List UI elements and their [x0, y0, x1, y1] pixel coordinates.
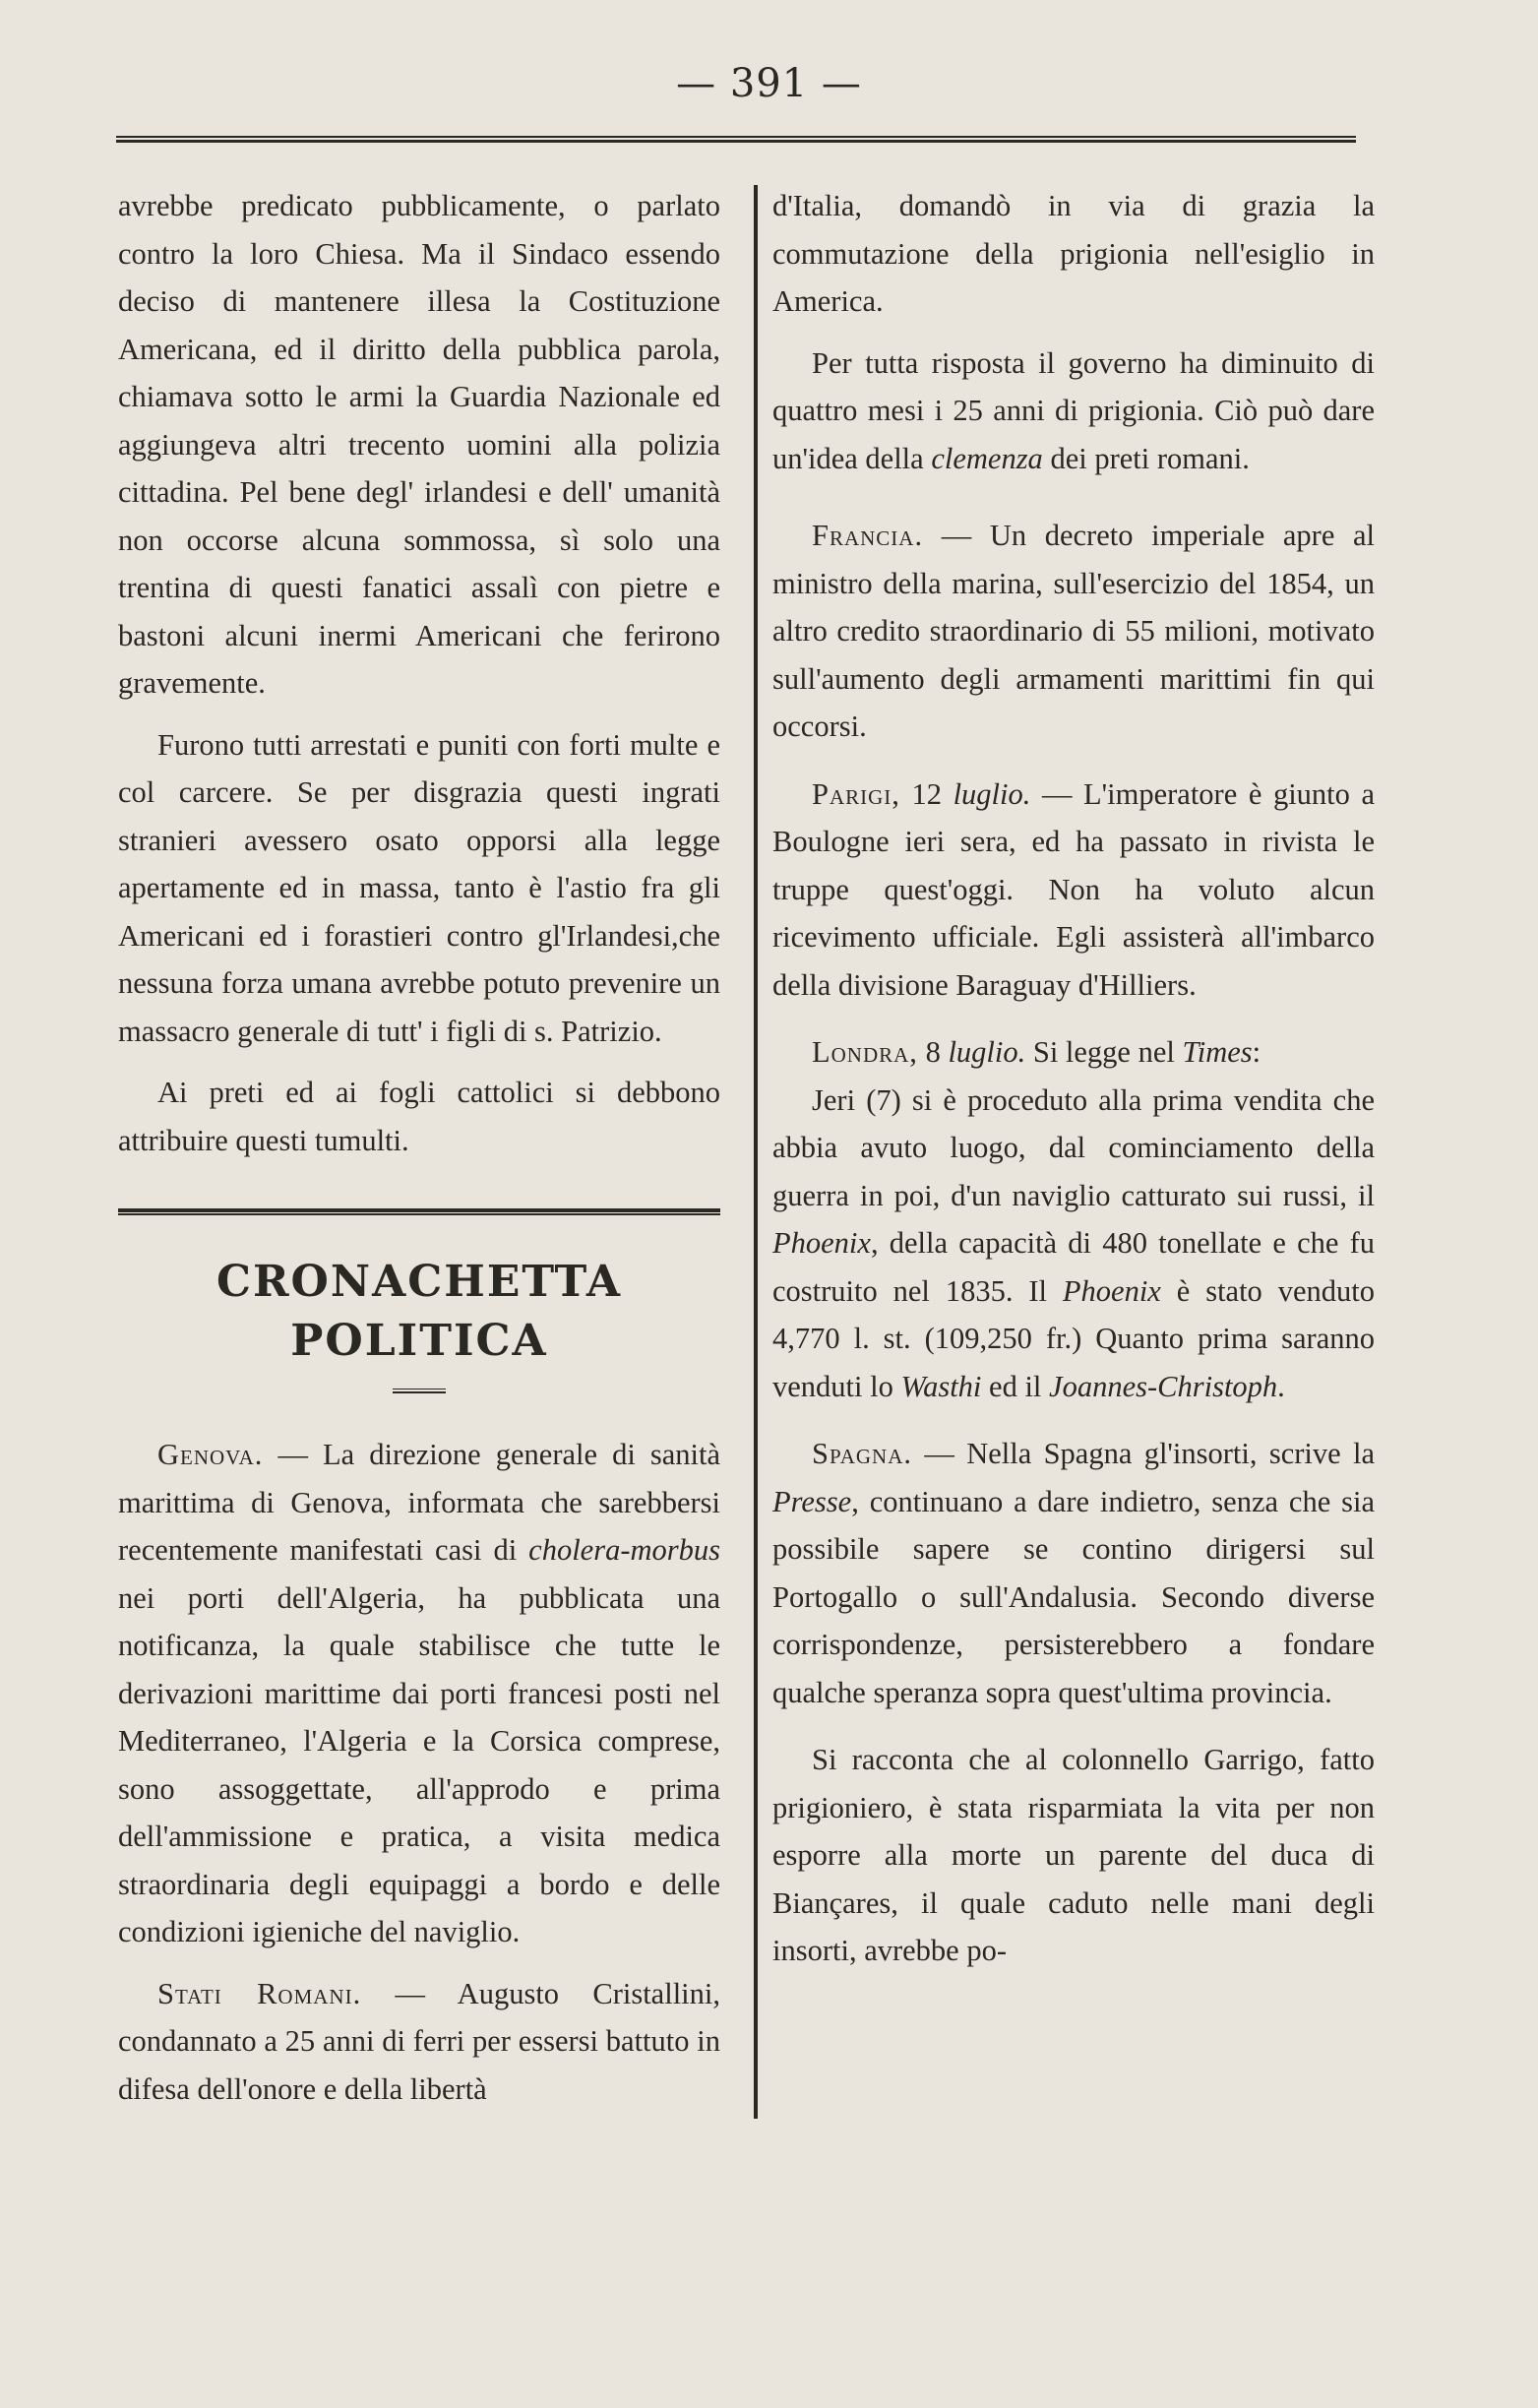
- column-divider: [754, 185, 758, 2119]
- dateline: Stati Romani.: [157, 1976, 362, 2010]
- paragraph: d'Italia, domandò in via di grazia la commutazione della prigionia nell'esiglio in America.: [772, 189, 1375, 318]
- left-column: [118, 182, 720, 2113]
- paragraph: Per tutta risposta il governo ha diminuito di quattro mesi i 25 anni di prigionia. Ciò può dare un'idea della clemenza dei preti romani.: [772, 345, 1375, 475]
- dateline: Parigi,: [812, 776, 900, 811]
- section-title: CRONACHETTA POLITICA: [215, 1257, 623, 1366]
- right-column: [772, 182, 1375, 1975]
- dateline: Spagna.: [812, 1437, 913, 1470]
- paragraph: Furono tutti arrestati e puniti con forti multe e col carcere. Se per disgrazia questi ingrati stranieri avessero osato opporsi alla legge apertamente ed in massa, tanto è l'astio fra gli Americani ed i forastieri contro gl'Irlandesi,che nessuna forza umana avrebbe potuto prevenire un massacro generale di tutt' i figli di s. Patrizio.: [118, 727, 720, 1048]
- dateline: Francia.: [812, 519, 924, 552]
- header-rule: [116, 136, 1356, 143]
- news-item-stati-romani: Stati Romani. — Augusto Cristallini, condannato a 25 anni di ferri per essersi battuto in difesa dell'onore e della libertà: [118, 1976, 720, 2106]
- paragraph: Ai preti ed ai fogli cattolici si debbono attribuire questi tumulti.: [118, 1076, 720, 1157]
- title-ornament-rule: [393, 1389, 446, 1393]
- dateline: Londra,: [812, 1035, 918, 1069]
- paragraph: avrebbe predicato pubblicamente, o parlato contro la loro Chiesa. Ma il Sindaco essendo deciso di mantenere illesa la Costituzione Americana, ed il diritto della pubblica parola, chiamava sotto le armi la Guardia Nazionale ed aggiungeva altri trecento uomini alla polizia cittadina. Pel bene degl' irlandesi e dell' umanità non occorse alcuna sommossa, sì solo una trentina di questi fanatici assalì con pietre e bastoni alcuni inermi Americani che ferirono gravemente.: [118, 189, 720, 700]
- news-item-parigi: Parigi, 12 luglio. — L'imperatore è giunto a Boulogne ieri sera, ed ha passato in rivista le truppe quest'oggi. Non ha voluto alcun ricevimento ufficiale. Egli assisterà all'imbarco della divisione Baraguay d'Hilliers.: [772, 776, 1376, 1002]
- news-item-londra: Londra, 8 luglio. Si legge nel Times:: [812, 1035, 1261, 1069]
- section-rule: [118, 1208, 720, 1215]
- news-item-francia: Francia. — Un decreto imperiale apre al ministro della marina, sull'esercizio del 1854, un altro credito straordinario di 55 milioni, motivato sull'aumento degli armamenti marittimi fin qui occorsi.: [772, 519, 1375, 743]
- dateline: Genova.: [157, 1438, 264, 1471]
- news-item-genova: Genova. — La direzione generale di sanità marittima di Genova, informata che sarebbersi recentemente manifestati casi di cholera-morbus nei porti dell'Algeria, ha pubblicata una notificanza, la quale stabilisce che tutte le derivazioni marittime dai porti francesi posti nel Mediterraneo, l'Algeria e la Corsica comprese, sono assoggettate, all'approdo e prima dell'ammissione e pratica, a visita medica straordinaria degli equipaggi a bordo e delle condizioni igieniche del naviglio.: [118, 1438, 720, 1948]
- page-number: — 391 —: [676, 61, 862, 106]
- paragraph: Si racconta che al colonnello Garrigo, fatto prigioniero, è stata risparmiata la vita per non esporre alla morte un parente del duca di Biançares, il quale caduto nelle mani degli insorti, avrebbe po-: [772, 1743, 1375, 1967]
- news-item-spagna: Spagna. — Nella Spagna gl'insorti, scrive la Presse, continuano a dare indietro, senza che sia possibile sapere se contino dirigersi sul Portogallo o sull'Andalusia. Secondo diverse corrispondenze, persisterebbero a fondare qualche speranza sopra quest'ultima provincia.: [772, 1437, 1375, 1709]
- paragraph: Jeri (7) si è proceduto alla prima vendita che abbia avuto luogo, dal cominciamento della guerra in poi, d'un naviglio catturato sui russi, il Phoenix, della capacità di 480 tonellate e che fu costruito nel 1835. Il Phoenix è stato venduto 4,770 l. st. (109,250 fr.) Quanto prima saranno venduti lo Wasthi ed il Joannes-Christoph.: [772, 1082, 1375, 1403]
